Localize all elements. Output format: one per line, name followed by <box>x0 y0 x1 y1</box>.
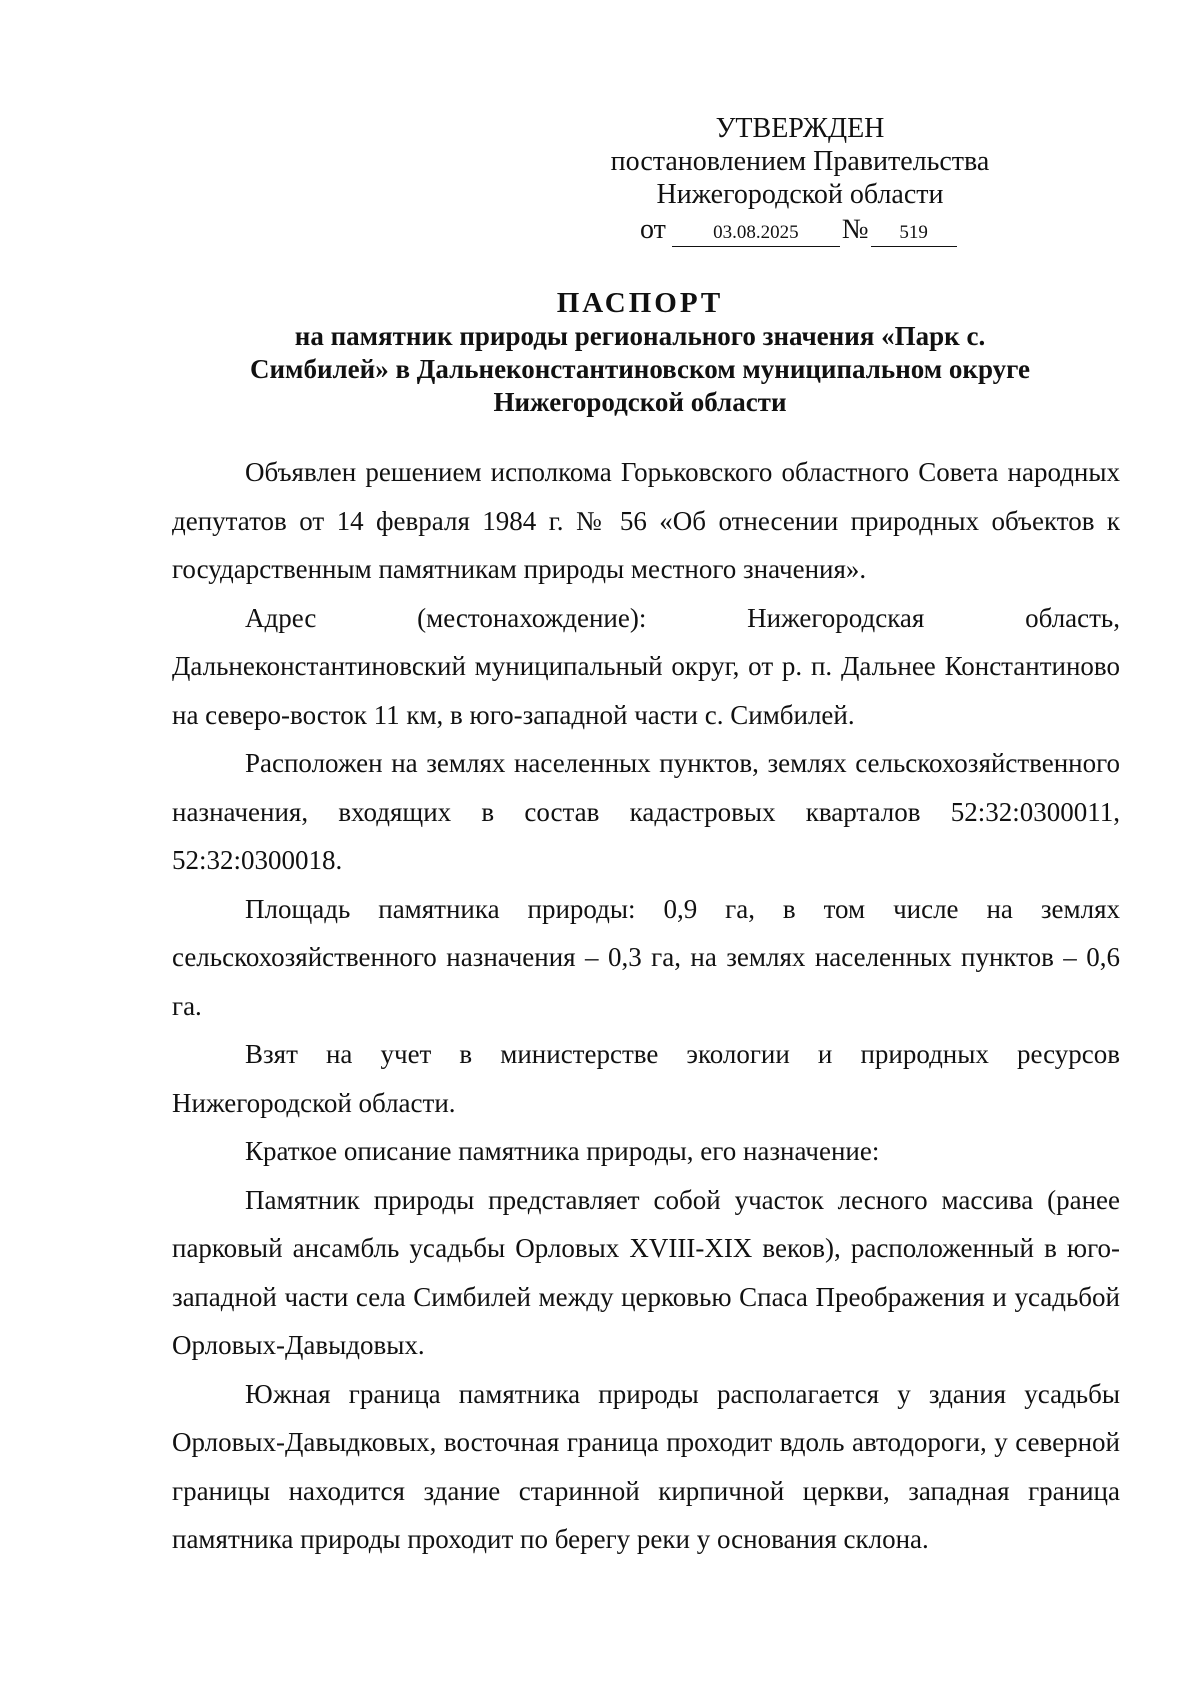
approval-authority-line: Нижегородской области <box>656 179 944 210</box>
paragraph-address: Адрес (местонахождение): Нижегородская область, Дальнеконстантиновский муниципальный округ, от р. п. Дальнее Константиново на северо-восток 11 км, в юго-западной части с. Симбилей. <box>172 602 1120 730</box>
title-line-2: Симбилей» в Дальнеконстантиновском муниципальном округе <box>250 354 1030 384</box>
approval-decree-line: постановлением Правительства <box>610 146 990 177</box>
paragraph-boundaries: Южная граница памятника природы располагается у здания усадьбы Орловых-Давыдковых, восточная граница проходит вдоль автодороги, у северной границы находится здание старинной кирпичной церкви, западная граница памятника природы проходит по берегу реки у основания склона. <box>172 1378 1120 1554</box>
paragraph-registration: Взят на учет в министерстве экологии и природных ресурсов Нижегородской области. <box>172 1039 1120 1118</box>
paragraph-description-heading: Краткое описание памятника природы, его назначение: <box>245 1136 880 1166</box>
from-label: от <box>640 214 666 245</box>
paragraph-area: Площадь памятника природы: 0,9 га, в том числе на землях сельскохозяйственного назначения – 0,3 га, на землях населенных пунктов – 0,6 га. <box>172 893 1120 1021</box>
decree-number: 519 <box>871 220 957 247</box>
paragraph-declaration: Объявлен решением исполкома Горьковского областного Совета народных депутатов от 14 февраля 1984 г. № 56 «Об отнесении природных объектов к государственным памятникам природы местного значения». <box>172 457 1120 584</box>
decree-date: 03.08.2025 <box>672 220 840 247</box>
title-line-3: Нижегородской области <box>493 387 787 417</box>
approval-status: УТВЕРЖДЕН <box>715 113 885 144</box>
paragraph-description: Памятник природы представляет собой участок лесного массива (ранее парковый ансамбль усадьбы Орловых XVIII-XIX веков), расположенный в юго-западной части села Симбилей между церковью Спаса Преображения и усадьбой Орловых-Давыдовых. <box>172 1184 1120 1360</box>
title-line-1: на памятник природы регионального значения «Парк с. <box>294 321 986 351</box>
document-body <box>172 448 1120 1564</box>
paragraph-lands: Расположен на землях населенных пунктов, землях сельскохозяйственного назначения, входящих в состав кадастровых кварталов 52:32:0300011, 52:32:0300018. <box>172 748 1120 875</box>
decree-date-number-line <box>580 213 1020 247</box>
number-label: № <box>841 214 869 245</box>
title-main: ПАСПОРТ <box>556 287 724 319</box>
document-title <box>160 286 1120 419</box>
approval-block <box>580 112 1020 247</box>
